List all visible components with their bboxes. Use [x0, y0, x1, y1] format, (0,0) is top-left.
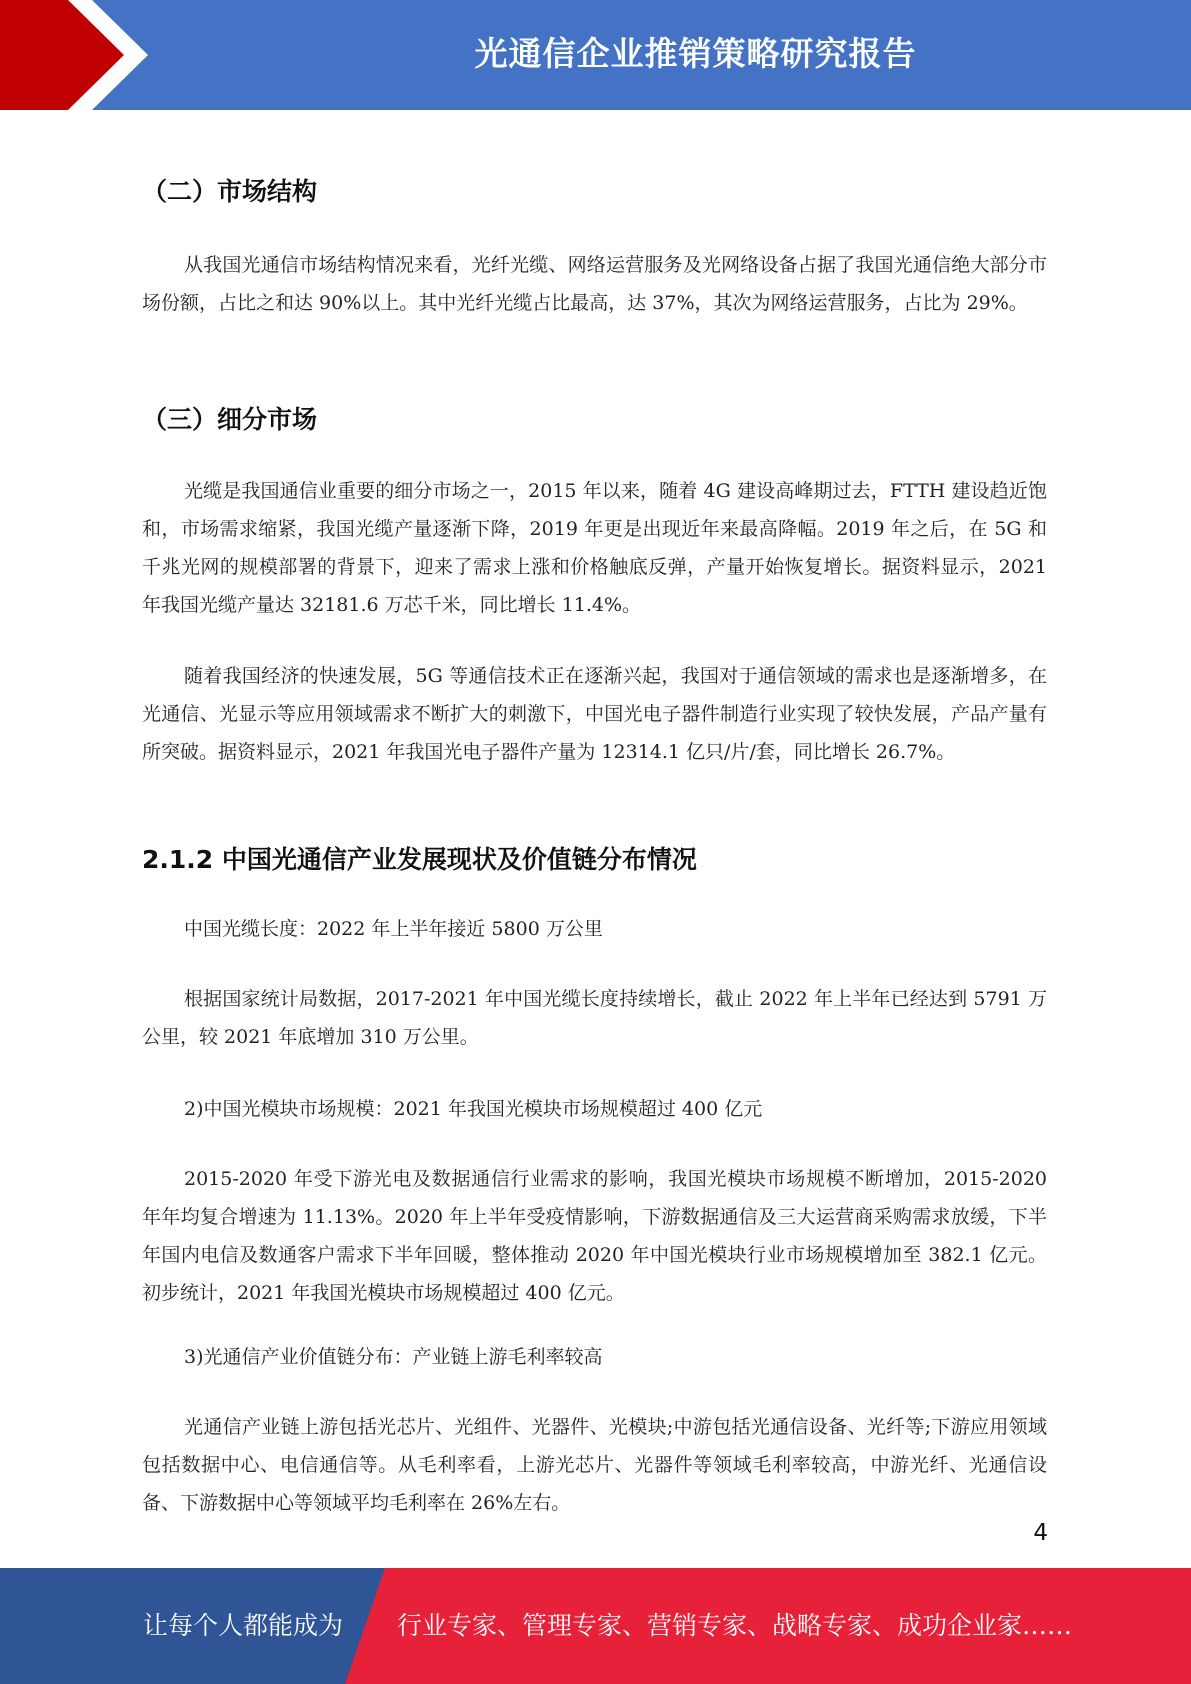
- header-arrow-icon: [0, 0, 160, 110]
- footer-slogan-left: 让每个人都能成为: [143, 1611, 344, 1640]
- page-header: [0, 0, 1191, 110]
- item-cable-length: 中国光缆长度：2022 年上半年接近 5800 万公里: [184, 918, 603, 940]
- paragraph-segments-optoelectronic: 随着我国经济的快速发展，5G 等通信技术正在逐渐兴起，我国对于通信领域的需求也是逐渐增多，在光通信、光显示等应用领域需求不断扩大的刺激下，中国光电子器件制造行业实现了较快发展，产品产量有所突破。据资料显示，2021 年我国光电子器件产量为 12314.1 亿只/片/套，同比增长 26.7%。: [142, 665, 1047, 763]
- paragraph-segments-cable: 光缆是我国通信业重要的细分市场之一，2015 年以来，随着 4G 建设高峰期过去，FTTH 建设趋近饱和，市场需求缩紧，我国光缆产量逐渐下降，2019 年更是出现近年来最高降幅。2019 年之后，在 5G 和千兆光网的规模部署的背景下，迎来了需求上涨和价格触底反弹，产量开始恢复增长。据资料显示，2021 年我国光缆产量达 32181.6 万芯千米，同比增长 11.4%。: [142, 480, 1047, 616]
- page-footer: [0, 1568, 1191, 1684]
- section-heading-segments: （三）细分市场: [142, 405, 318, 434]
- section-heading-market-structure: （二）市场结构: [142, 177, 318, 206]
- paragraph-module-market: 2015-2020 年受下游光电及数据通信行业需求的影响，我国光模块市场规模不断增加，2015-2020 年年均复合增速为 11.13%。2020 年上半年受疫情影响，下游数据通信及三大运营商采购需求放缓，下半年国内电信及数通客户需求下半年回暖，整体推动 2020 年中国光模块行业市场规模增加至 382.1 亿元。初步统计，2021 年我国光模块市场规模超过 400 亿元。: [142, 1168, 1047, 1304]
- page-number: 4: [1033, 1520, 1048, 1546]
- item-module-market: 2)中国光模块市场规模：2021 年我国光模块市场规模超过 400 亿元: [184, 1098, 763, 1120]
- footer-slogan-right: 行业专家、管理专家、营销专家、战略专家、成功企业家……: [397, 1611, 1073, 1640]
- report-title: 光通信企业推销策略研究报告: [474, 34, 917, 73]
- paragraph-cable-length: 根据国家统计局数据，2017-2021 年中国光缆长度持续增长，截止 2022 年上半年已经达到 5791 万公里，较 2021 年底增加 310 万公里。: [142, 988, 1047, 1048]
- section-heading-industry-status: 2.1.2 中国光通信产业发展现状及价值链分布情况: [142, 845, 697, 874]
- paragraph-value-chain: 光通信产业链上游包括光芯片、光组件、光器件、光模块;中游包括光通信设备、光纤等;下游应用领域包括数据中心、电信通信等。从毛利率看，上游光芯片、光器件等领域毛利率较高，中游光纤、光通信设备、下游数据中心等领域平均毛利率在 26%左右。: [142, 1416, 1047, 1514]
- item-value-chain: 3)光通信产业价值链分布：产业链上游毛利率较高: [184, 1346, 603, 1368]
- paragraph-market-structure: 从我国光通信市场结构情况来看，光纤光缆、网络运营服务及光网络设备占据了我国光通信绝大部分市场份额，占比之和达 90%以上。其中光纤光缆占比最高，达 37%，其次为网络运营服务，占比为 29%。: [142, 254, 1047, 314]
